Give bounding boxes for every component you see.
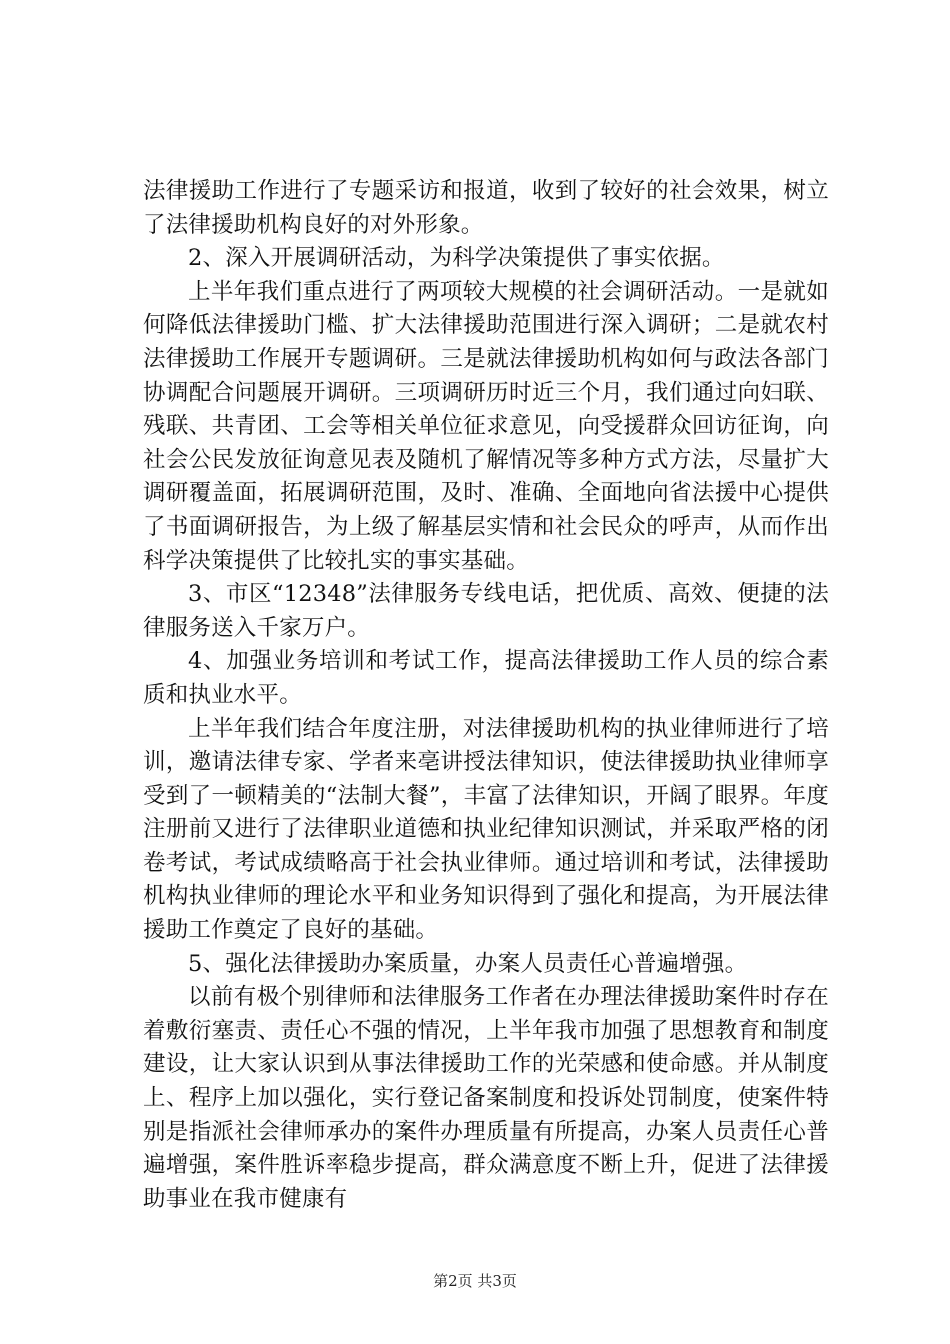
- paragraph-1: 法律援助工作进行了专题采访和报道，收到了较好的社会效果，树立了法律援助机构良好的对外形象。: [143, 178, 829, 238]
- body-text: [143, 175, 829, 1216]
- paragraph-3: 上半年我们重点进行了两项较大规模的社会调研活动。一是就如何降低法律援助门槛、扩大法律援助范围进行深入调研；二是就农村法律援助工作展开专题调研。三是就法律援助机构如何与政法各部门协调配合问题展开调研。三项调研历时近三个月，我们通过向妇联、残联、共青团、工会等相关单位征求意见，向受援群众回访征询，向社会公民发放征询意见表及随机了解情况等多种方式方法，尽量扩大调研覆盖面，拓展调研范围，及时、准确、全面地向省法援中心提供了书面调研报告，为上级了解基层实情和社会民众的呼声，从而作出科学决策提供了比较扎实的事实基础。: [143, 278, 829, 574]
- paragraph-6: 上半年我们结合年度注册，对法律援助机构的执业律师进行了培训，邀请法律专家、学者来亳讲授法律知识，使法律援助执业律师享受到了一顿精美的“法制大餐”，丰富了法律知识，开阔了眼界。年度注册前又进行了法律职业道德和执业纪律知识测试，并采取严格的闭卷考试，考试成绩略高于社会执业律师。通过培训和考试，法律援助机构执业律师的理论水平和业务知识得到了强化和提高，为开展法律援助工作奠定了良好的基础。: [143, 715, 829, 944]
- paragraph-7: 5、强化法律援助办案质量，办案人员责任心普遍增强。: [188, 950, 748, 977]
- paragraph-8: 以前有极个别律师和法律服务工作者在办理法律援助案件时存在着敷衍塞责、责任心不强的情况，上半年我市加强了思想教育和制度建设，让大家认识到从事法律援助工作的光荣感和使命感。并从制度上、程序上加以强化，实行登记备案制度和投诉处罚制度，使案件特别是指派社会律师承办的案件办理质量有所提高，办案人员责任心普遍增强，案件胜诉率稳步提高，群众满意度不断上升，促进了法律援助事业在我市健康有: [143, 984, 829, 1212]
- page-footer: [0, 1270, 950, 1291]
- paragraph-5: 4、加强业务培训和考试工作，提高法律援助工作人员的综合素质和执业水平。: [143, 648, 829, 708]
- page-number-label: 第2页 共3页: [433, 1272, 517, 1290]
- paragraph-4: 3、市区“12348”法律服务专线电话，把优质、高效、便捷的法律服务送入千家万户。: [143, 581, 829, 641]
- paragraph-2: 2、深入开展调研活动，为科学决策提供了事实依据。: [188, 245, 725, 272]
